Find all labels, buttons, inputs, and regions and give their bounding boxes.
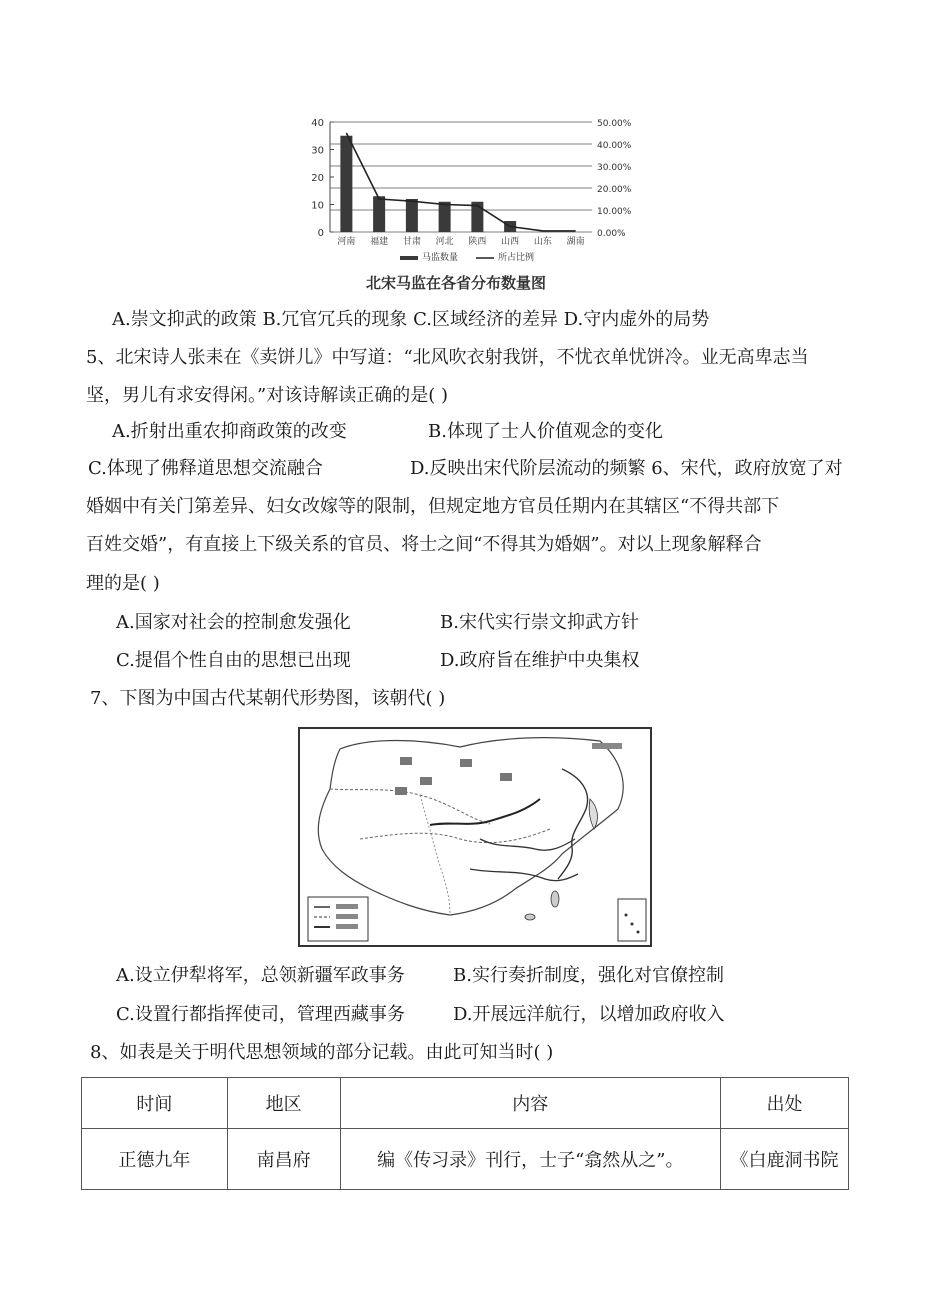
cell-time: 正德九年: [82, 1129, 228, 1190]
map-inset: [618, 899, 646, 941]
y-left-tick-label: 20: [311, 173, 324, 184]
q6-option-a: A.国家对社会的控制愈发强化: [116, 612, 351, 633]
cell-content: 编《传习录》刊行，士子“翕然从之”。: [340, 1129, 720, 1190]
y-left-tick-label: 30: [311, 145, 324, 157]
y-left-tick-label: 10: [311, 200, 324, 212]
y-right-tick-label: 40.00%: [597, 141, 632, 151]
chart-title: 北宋马监在各省分布数量图: [366, 274, 547, 292]
chart-svg: [300, 112, 650, 270]
y-right-tick-label: 0.00%: [597, 229, 626, 239]
cell-source: [721, 1129, 849, 1190]
q5-option-c: C.体现了佛释道思想交流融合: [88, 458, 323, 479]
q6-option-c: C.提倡个性自由的思想已出现: [116, 650, 351, 671]
y-left-tick-label: 40: [311, 118, 324, 129]
x-tick-label: 甘肃: [402, 237, 421, 247]
bar: [406, 199, 418, 232]
header-region: 地区: [227, 1078, 340, 1129]
chart-horse-pastures: [300, 112, 650, 270]
q6-stem-line3: 百姓交婚”，有直接上下级关系的官员、将士之间“不得其为婚姻”。对以上现象解释合: [86, 534, 762, 555]
bar: [439, 202, 451, 232]
dynasty-map: [298, 727, 652, 947]
q6-stem-line2: 婚姻中有关门第差异、妇女改嫁等的限制，但规定地方官员任期内在其辖区“不得共部下: [86, 496, 780, 517]
header-time: 时间: [82, 1078, 228, 1129]
legend-label-bar: 马监数量: [422, 253, 459, 263]
q4-options: A.崇文抑武的政策 B.冗官冗兵的现象 C.区域经济的差异 D.守内虚外的局势: [112, 309, 710, 330]
map-illustration: [300, 729, 650, 945]
q5-option-d-q6-start: D.反映出宋代阶层流动的频繁 6、宋代，政府放宽了对: [410, 458, 843, 479]
bar: [373, 196, 385, 232]
q6-stem-line4: 理的是( ): [86, 573, 160, 594]
x-tick-label: 河南: [337, 237, 356, 247]
table-header-row: [82, 1078, 849, 1129]
header-content: 内容: [340, 1078, 720, 1129]
ming-thought-table: [81, 1077, 849, 1190]
x-tick-label: 湖南: [566, 237, 585, 247]
q7-option-c: C.设置行都指挥使司，管理西藏事务: [116, 1004, 405, 1025]
x-tick-label: 山西: [501, 237, 520, 247]
y-right-tick-label: 30.00%: [597, 163, 632, 173]
q8-stem: 8、如表是关于明代思想领域的部分记载。由此可知当时( ): [90, 1042, 554, 1063]
q7-stem: 7、下图为中国古代某朝代形势图，该朝代( ): [90, 688, 446, 709]
table-row: [82, 1129, 849, 1190]
y-right-tick-label: 20.00%: [597, 185, 632, 195]
cell-source-text: 《白鹿洞书院: [730, 1150, 839, 1171]
q5-stem-line2: 坚，男儿有求安得闲。”对该诗解读正确的是( ): [86, 385, 448, 406]
q7-option-d: D.开展远洋航行，以增加政府收入: [453, 1004, 725, 1025]
y-right-tick-label: 50.00%: [597, 119, 632, 129]
x-tick-label: 福建: [370, 237, 389, 247]
legend-label-line: 所占比例: [498, 253, 535, 263]
header-source: 出处: [721, 1078, 849, 1129]
x-tick-label: 河北: [435, 237, 454, 247]
q5-option-b: B.体现了士人价值观念的变化: [428, 421, 663, 442]
bar: [340, 136, 352, 232]
cell-region: 南昌府: [227, 1129, 340, 1190]
q5-stem-line1: 5、北宋诗人张耒在《卖饼儿》中写道：“北风吹衣射我饼，不忧衣单忧饼冷。业无高卑志当: [86, 347, 809, 368]
x-tick-label: 陕西: [468, 237, 487, 247]
q6-option-b: B.宋代实行崇文抑武方针: [440, 612, 639, 633]
q7-option-b: B.实行奏折制度，强化对官僚控制: [453, 965, 724, 986]
x-tick-label: 山东: [533, 237, 552, 247]
q6-option-d: D.政府旨在维护中央集权: [440, 650, 640, 671]
y-left-tick-label: 0: [317, 228, 324, 239]
q7-option-a: A.设立伊犁将军，总领新疆军政事务: [116, 965, 405, 986]
q5-option-a: A.折射出重农抑商政策的改变: [112, 421, 347, 442]
y-right-tick-label: 10.00%: [597, 207, 632, 217]
legend-swatch-bar: [400, 256, 418, 260]
